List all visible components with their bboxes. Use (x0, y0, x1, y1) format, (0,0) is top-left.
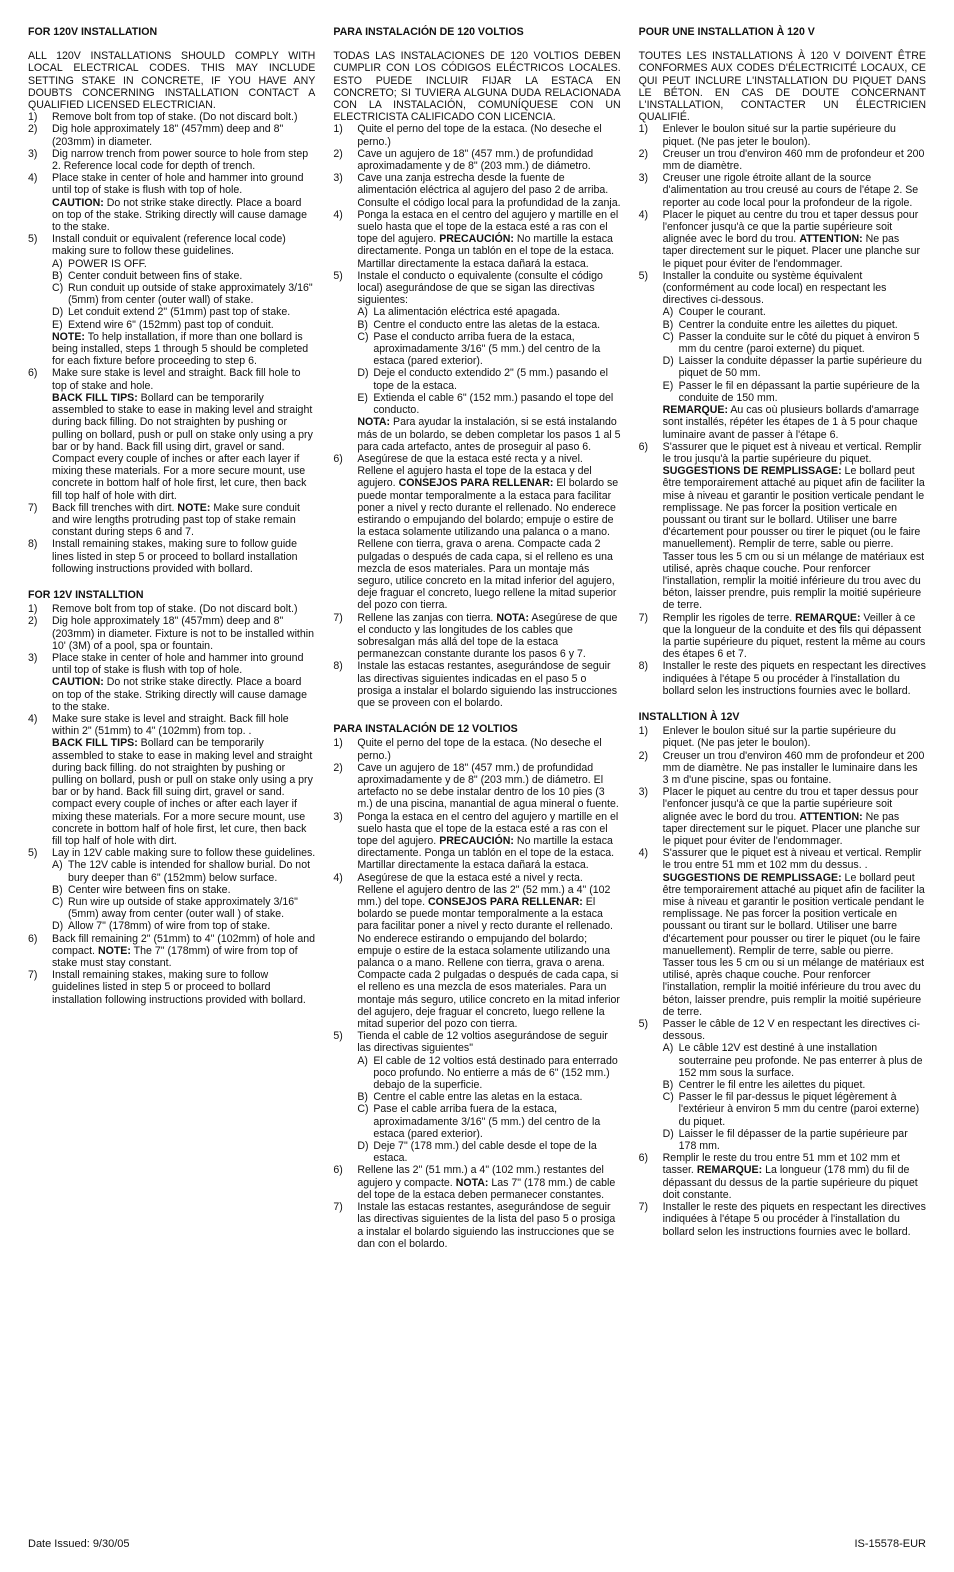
step-number: 8) (333, 660, 343, 673)
steps-120v-list (333, 123, 620, 709)
sub-step-list (52, 859, 315, 932)
steps-120v-step (28, 367, 315, 501)
step-number: 8) (28, 538, 38, 551)
step-number: 5) (638, 269, 649, 282)
step-number: 5) (333, 1030, 343, 1043)
note-text: La longueur (178 mm) du fil de dépassant du dessus de la partie supérieure du piquet doit constante. (662, 1164, 918, 1201)
note-text: No martille la estaca directamente. Ponga un tablón en el tope de la estaca. Martillar directamente la estaca dañará la estaca. (357, 835, 615, 872)
steps-12v-step (639, 786, 926, 847)
note-text: Ne pas taper directement sur le piquet. Placer une planche sur le piquet pour éviter de l'endommager. (662, 233, 920, 270)
steps-120v-step (28, 172, 315, 233)
sub-step-text: Deje el conducto extendido 2" (5 mm.) pasando el tope de la estaca. (373, 367, 608, 392)
note-label: PRECAUCIÓN: (439, 835, 514, 847)
note-label: NOTE: (97, 944, 131, 957)
step-number: 5) (28, 233, 38, 246)
step-text: Quite el perno del tope de la estaca. (No deseche el perno.) (357, 737, 602, 762)
steps-120v-list (28, 111, 315, 575)
sub-step-text: Centrer la conduite entre les ailettes du piquet. (678, 318, 898, 331)
note-label: ATTENTION: (799, 810, 863, 823)
sub-step-list (357, 1055, 620, 1165)
note-label: SUGGESTIONS DE REMPLISSAGE: (662, 465, 842, 478)
note-label: BACK FILL TIPS: (52, 737, 138, 750)
note-label: REMARQUE: (696, 1164, 763, 1177)
step-number: 7) (638, 611, 649, 624)
sub-step (663, 1091, 926, 1128)
sub-step (663, 1079, 926, 1091)
sub-step-text: The 12V cable is intended for shallow burial. Do not bury deeper than 6" (152mm) below surface. (68, 859, 311, 884)
step-note (52, 197, 315, 234)
note-text: Le bollard peut être temporairement attaché au piquet afin de faciliter la mise à niveau et garantir le position verticale pendant le remplissage. Ne pas forcer la position verticale en poussant ou tirant sur le bollard. Utiliser une barre d'écartement pour pousser ou tirer le piquet (ou le faire manuellement). Remplir de terre, sable ou pierre. Tasser tous les 5 cm ou si un mélange de matériaux est utilisé, après chaque couche. Pour renforcer l'installation, remplir la moitié inférieure du trou avec du béton, laisser prendre, puis remplir la moitié supérieure de terre. (662, 871, 925, 1018)
step-number: 4) (638, 847, 649, 860)
sub-step-text: Centrer le fil entre les ailettes du piquet. (678, 1079, 866, 1092)
section-title-120v: FOR 120V INSTALLATION (28, 26, 158, 38)
step-text: Ponga la estaca en el centro del agujero y martille en el suelo hasta que el tope de la estaca esté a ras con el tope del agujero. (357, 810, 619, 847)
intro-paragraph: TOUTES LES INSTALLATIONS À 120 V DOIVENT ÊTRE CONFORMES AUX CODES D'ÉLECTRICITÉ LOCAUX, CE QUI PEUT INCLURE L'INSTALLATION DU PIQUET DANS LE BÉTON. EN CAS DE DOUTE CONCERNANT L'INSTALLATION, CONTACTER UN ÉLECTRICIEN QUALIFIÉ. (638, 50, 926, 124)
steps-120v-step (639, 209, 926, 270)
sub-step-letter: A) (357, 1054, 368, 1067)
sub-step-letter: A) (357, 306, 368, 319)
steps-12v-step (639, 750, 926, 787)
step-text: Cave un agujero de 18" (457 mm.) de profundidad aproximadamente y de 8" (203 mm.) de diámetro. El artefacto no se debe instalar dentro de los 10 pies (3 m.) de una piscina, manantial de agua mineral o fuente. (357, 761, 619, 811)
step-number: 4) (28, 172, 38, 185)
step-note (52, 676, 315, 713)
step-text: Cave una zanja estrecha desde la fuente de alimentación eléctrica al agujero del paso 2 de arriba. Consulte el código local para la profundidad de la zanja. (357, 172, 621, 209)
step-number: 6) (638, 440, 649, 453)
sub-step-letter: B) (52, 269, 63, 282)
section-title-120v: POUR UNE INSTALLATION À 120 V (638, 26, 815, 38)
step-number: 6) (333, 452, 343, 465)
note-label: SUGGESTIONS DE REMPLISSAGE: (662, 871, 842, 884)
step-text: Back fill remaining 2" (51mm) to 4" (102mm) of hole and compact. (52, 932, 316, 957)
steps-12v-step (28, 933, 315, 970)
step-number: 5) (638, 1018, 649, 1031)
steps-12v-step (333, 1201, 620, 1250)
steps-12v-step (639, 1152, 926, 1201)
step-text: Remove bolt from top of stake. (Do not discard bolt.) (52, 603, 298, 616)
sub-step (357, 331, 620, 368)
sub-step-list (663, 306, 926, 404)
step-number: 1) (333, 737, 343, 750)
step-text: Dig narrow trench from power source to hole from step 2. Reference local code for depth of trench. (52, 147, 309, 173)
sub-step-letter: A) (662, 1042, 674, 1055)
sub-step-letter: A) (52, 257, 63, 270)
sub-step-text: Pase el cable arriba fuera de la estaca, aproximadamente 3/16" (5 mm.) del centro de la estaca (pared exterior). (373, 1103, 601, 1140)
steps-120v-step (28, 123, 315, 147)
sub-step (357, 1055, 620, 1092)
step-number: 8) (638, 660, 649, 673)
steps-12v-step (333, 872, 620, 1031)
note-text: Au cas où plusieurs bollards d'amarrage sont installés, répéter les étapes de 1 à 5 pour chaque luminaire avant de passer à l'étape 6. (662, 404, 920, 441)
step-text: Cave un agujero de 18" (457 mm.) de profundidad aproximadamente y de 8" (203 mm.) de diámetro. (357, 147, 594, 173)
sub-step-text: Centre el cable entre las aletas en la estaca. (373, 1091, 583, 1104)
sub-step-text: Let conduit extend 2" (51mm) past top of stake. (68, 306, 291, 319)
step-number: 1) (333, 123, 343, 136)
sub-step-text: Centre el conducto entre las aletas de la estaca. (373, 318, 601, 331)
steps-12v-step (28, 847, 315, 932)
steps-120v-step (28, 538, 315, 575)
note-label: CAUTION: (52, 676, 104, 689)
sub-step (357, 319, 620, 331)
sub-step-text: Run wire up outside of stake approximately 3/16" (5mm) away from center (outer wall ) of stake. (68, 896, 298, 921)
step-text: S'assurer que le piquet est à niveau et vertical. Remplir le trou jusqu'à la partie supérieure du piquet. (662, 440, 922, 465)
note-label: NOTE: (177, 501, 211, 514)
steps-120v-step (333, 612, 620, 661)
step-number: 2) (638, 147, 649, 160)
steps-120v-step (333, 172, 620, 209)
step-number: 5) (28, 847, 38, 860)
sub-step (357, 367, 620, 391)
sub-step (52, 859, 315, 883)
step-number: 2) (28, 123, 38, 136)
step-text: Creuser une rigole étroite allant de la source d'alimentation au trou creusé au cours de l'étape 2. Se reporter au code local pour la profondeur de la rigole. (662, 172, 919, 209)
step-number: 7) (333, 611, 343, 624)
step-number: 6) (333, 1164, 343, 1177)
step-number: 4) (333, 871, 343, 884)
sub-step-text: Passer la conduite sur le côté du piquet à environ 5 mm du centre (paroi externe) du piquet. (678, 330, 920, 356)
sub-step-letter: D) (662, 355, 674, 368)
steps-120v-step (28, 111, 315, 123)
column-english (28, 26, 315, 1526)
step-note (52, 331, 315, 368)
step-text: Quite el perno del tope de la estaca. (No deseche el perno.) (357, 123, 602, 148)
step-text: Creuser un trou d'environ 460 mm de profondeur et 200 mm de diamètre. Ne pas installer le luminaire dans les 3 m d'une piscine, spas ou fontaine. (662, 749, 925, 786)
note-text: The 7" (178mm) of wire from top of stake must stay constant. (52, 944, 298, 970)
sub-step (357, 392, 620, 416)
step-number: 6) (638, 1152, 649, 1165)
step-text: Install conduit or equivalent (reference local code) making sure to follow these guidelines. (52, 233, 286, 258)
step-number: 5) (333, 269, 343, 282)
note-text: Veiller à ce que la longueur de la conduite et des fils qui dépassent la partie supérieure du piquet, restent la même au cours des étapes 6 et 7. (662, 611, 926, 661)
step-text: Rellene las zanjas con tierra. (357, 611, 494, 624)
steps-12v-step (28, 603, 315, 615)
step-text: Instale las estacas restantes, asegurándose de seguir las directivas siguientes de la lista del paso 5 o prosiga a instalar el bolardo siguiendo las instrucciones que se dan con el bolardo. (357, 1201, 616, 1250)
steps-12v-step (639, 1201, 926, 1238)
step-text: Asegúrese de que la estaca esté a nivel y recta. Rellene el agujero dentro de las 2" (52 mm.) a 4" (102 mm.) del tope. (357, 871, 611, 909)
step-text: Enlever le boulon situé sur la partie supérieure du piquet. (Ne pas jeter le boulon). (662, 123, 896, 148)
note-label: CAUTION: (52, 196, 104, 209)
sub-step (663, 1128, 926, 1152)
step-text: S'assurer que le piquet est à niveau et vertical. Remplir le trou entre 51 mm et 102 mm du dessus. . (662, 847, 922, 872)
sub-step-text: Allow 7" (178mm) of wire from top of stake. (68, 920, 271, 933)
note-label: BACK FILL TIPS: (52, 391, 138, 404)
step-text: Placer le piquet au centre du trou et taper dessus pour l'enfoncer jusqu'à ce que la partie supérieure soit alignée avec le bord du trou. (662, 208, 919, 246)
sub-step-text: Passer le fil en dépassant la partie supérieure de la conduite de 150 mm. (678, 379, 920, 404)
step-number: 3) (333, 810, 343, 823)
sub-step-letter: E) (52, 318, 63, 331)
note-text: Bollard can be temporarily assembled to stake to ease in making level and straight during back filling. Do not straighten by pushing or pulling on bollard, push or pull on stake only using a pry bar or by hand. Back fill using dirt, gravel or sand. Compact every couple of inches or after each layer if mixing these materials. For a more secure mount, use concrete in bottom half of hole first, let cure, then back fill top half of hole with dirt. (52, 391, 313, 502)
steps-12v-step (639, 1018, 926, 1152)
instruction-page (28, 26, 926, 1526)
step-number: 3) (333, 172, 343, 185)
note-label: REMARQUE: (662, 404, 728, 417)
step-number: 3) (28, 651, 38, 664)
sub-step-letter: D) (357, 1140, 369, 1153)
column-spanish (333, 26, 620, 1526)
steps-120v-step (639, 612, 926, 661)
step-text: Asegúrese de que la estaca esté recta y a nivel. Rellene el agujero hasta el tope de la estaca y del agujero. (357, 452, 592, 490)
step-text: Lay in 12V cable making sure to follow these guidelines. (52, 847, 316, 860)
note-text: Le bollard peut être temporairement attaché au piquet afin de faciliter la mise à niveau et garantir le position verticale pendant le remplissage. Ne pas forcer la position verticale en poussant ou tirant sur le bollard. Utiliser une barre d'écartement pour pousser ou tirer le piquet (ou le faire manuellement). Remplir de terre, sable ou pierre. Tasser tous les 5 cm ou si un mélange de matériaux est utilisé, après chaque couche. Pour renforcer l'installation, remplir la moitié inférieure du trou avec du béton, laisser prendre, puis remplir la moitié supérieure de terre. (662, 465, 925, 612)
step-note (52, 392, 315, 502)
sub-step (663, 319, 926, 331)
sub-step-text: Run conduit up outside of stake approximately 3/16" (5mm) from center (outer wall) of stake. (68, 282, 313, 307)
step-text: Make sure stake is level and straight. Back fill hole to top of stake and hole. (52, 367, 301, 392)
step-text: Install remaining stakes, making sure to follow guide lines listed in step 5 or proceed to bollard installation following instructions provided with bollard. (52, 538, 298, 575)
step-text: Installer la conduite ou système équivalent (conformément au code local) en respectant les directives ci-dessous. (662, 269, 887, 307)
sub-step-text: POWER IS OFF. (68, 257, 147, 270)
section-title-12v: PARA INSTALACIÓN DE 12 VOLTIOS (333, 723, 518, 736)
steps-12v-step (333, 737, 620, 761)
section-title-12v: FOR 12V INSTALLTION (28, 588, 144, 601)
sub-step-letter: C) (52, 896, 64, 909)
sub-step (52, 884, 315, 896)
sub-step-letter: C) (662, 330, 674, 343)
sub-step (357, 1140, 620, 1164)
note-text: Do not strike stake directly. Place a board on top of the stake. Striking directly will cause damage to the stake. (52, 676, 307, 713)
section-title-120v: PARA INSTALACIÓN DE 120 VOLTIOS (333, 26, 524, 38)
sub-step-letter: E) (662, 379, 674, 392)
note-text: Asegúrese de que el conducto y las longitudes de los cables que sobresalgan más allá del tope de la estaca permanezcan constante durante los pasos 6 y 7. (357, 611, 618, 661)
sub-step-letter: B) (52, 883, 63, 896)
intro-paragraph: ALL 120V INSTALLATIONS SHOULD COMPLY WITH LOCAL ELECTRICAL CODES. THIS MAY INCLUDE SETTING STAKE IN CONCRETE, IF YOU HAVE ANY DOUBTS CONCERNING INSTALLATION CONTACT A QUALIFIED LICENSED ELECTRICIAN. (28, 50, 316, 112)
step-number: 7) (333, 1201, 343, 1214)
sub-step-letter: C) (357, 330, 369, 343)
note-text: Las 7" (178 mm.) de cable del tope de la estaca deben permanecer constantes. (357, 1176, 616, 1201)
step-text: Ponga la estaca en el centro del agujero y martille en el suelo hasta que el tope de la estaca esté a ras con el tope del agujero. (357, 208, 619, 246)
sub-step-letter: D) (662, 1127, 674, 1140)
step-number: 1) (638, 725, 649, 738)
sub-step (663, 306, 926, 318)
step-text: Creuser un trou d'environ 460 mm de profondeur et 200 mm de diamètre. (662, 147, 925, 173)
sub-step-text: La alimentación eléctrica esté apagada. (373, 306, 561, 319)
step-number: 1) (28, 603, 38, 616)
step-number: 1) (28, 111, 38, 124)
note-text: Make sure conduit and wire lengths protruding past top of stake remain constant during steps 6 and 7. (52, 501, 300, 539)
sub-step-letter: D) (357, 367, 369, 380)
sub-step-text: Center conduit between fins of stake. (68, 269, 243, 282)
step-text: Make sure stake is level and straight. Back fill hole within 2" (51mm) to 4" (102mm) from top. . (52, 712, 289, 738)
steps-12v-step (639, 725, 926, 749)
steps-12v-list (333, 737, 620, 1250)
step-number: 4) (333, 208, 343, 221)
step-text: Remove bolt from top of stake. (Do not discard bolt.) (52, 111, 298, 124)
step-text: Passer le câble de 12 V en respectant les directives ci-dessous. (662, 1018, 920, 1043)
sub-step (357, 1091, 620, 1103)
sub-step-letter: E) (357, 391, 368, 404)
note-text: Do not strike stake directly. Place a board on top of the stake. Striking directly will cause damage to the stake. (52, 196, 307, 234)
step-note (663, 872, 926, 1018)
step-number: 4) (638, 208, 649, 221)
step-number: 3) (28, 147, 38, 160)
steps-120v-step (333, 270, 620, 453)
step-text: Enlever le boulon situé sur la partie supérieure du piquet. (Ne pas jeter le boulon). (662, 725, 896, 750)
step-number: 3) (638, 786, 649, 799)
note-text: Para ayudar la instalación, si se está instalando más de un bolardo, se deben completar los pasos 1 al 5 para cada artefacto, antes de proseguir al paso 6. (357, 416, 621, 453)
note-label: REMARQUE: (795, 611, 861, 624)
step-text: Remplir les rigoles de terre. (662, 611, 793, 624)
step-text: Rellene las 2" (51 mm.) a 4" (102 mm.) restantes del agujero y compacte. (357, 1164, 604, 1189)
step-number: 6) (28, 367, 38, 380)
step-text: Tienda el cable de 12 voltios asegurándose de seguir las directivas siguientes" (357, 1030, 608, 1055)
sub-step-text: El cable de 12 voltios está destinado para enterrado poco profundo. No entierre a más de 6" (152 mm.) debajo de la superficie. (373, 1054, 618, 1092)
step-text: Placer le piquet au centre du trou et taper dessus pour l'enfoncer jusqu'à ce que la partie supérieure soit alignée avec le bord du trou. (662, 786, 919, 823)
steps-12v-step (639, 847, 926, 1018)
note-text: El bolardo se puede montar temporalmente a la estaca para facilitar poner a nivel y recto durante el rellenado. No enderece estirando o empujando del bolardo; empuje o estire de la estaca solamente utilizando una palanca o a mano. Rellene con tierra, grava o arena. Compacte cada 2 pulgadas o después de cada capa, si el relleno es una mezcla de esos materiales. Para un montaje más seguro, utilice concreto en la mitad inferior del agujero, deje fraguar el concreto, luego rellene la mitad superior del pozo con tierra. (357, 477, 619, 612)
steps-12v-step (333, 1030, 620, 1164)
sub-step (663, 1042, 926, 1079)
step-number: 7) (28, 501, 38, 514)
note-text: Ne pas taper directement sur le piquet. Placer une planche sur le piquet pour éviter de l'endommager. (662, 810, 920, 847)
steps-12v-step (28, 713, 315, 847)
sub-step-letter: B) (357, 318, 368, 331)
note-label: CONSEJOS PARA RELLENAR: (428, 896, 583, 909)
steps-12v-step (333, 1164, 620, 1201)
step-text: Place stake in center of hole and hammer into ground until top of stake is flush with top of hole. (52, 172, 304, 197)
steps-120v-step (333, 660, 620, 709)
sub-step-text: Couper le courant. (678, 306, 766, 319)
step-text: Dig hole approximately 18" (457mm) deep and 8" (203mm) in diameter. (52, 123, 284, 148)
sub-step-text: Deje 7" (178 mm.) del cable desde el tope de la estaca. (373, 1140, 597, 1165)
document-id: IS-15578-EUR (854, 1538, 926, 1550)
note-label: CONSEJOS PARA RELLENAR: (398, 477, 554, 490)
sub-step-letter: A) (52, 859, 63, 872)
steps-120v-step (28, 502, 315, 539)
steps-12v-step (28, 969, 315, 1006)
step-text: Install remaining stakes, making sure to follow guidelines listed in step 5 or proceed to bollard installation following instructions provided with bollard. (52, 969, 306, 1006)
steps-120v-step (333, 453, 620, 612)
steps-120v-step (639, 441, 926, 612)
steps-120v-list (639, 123, 926, 697)
intro-paragraph: TODAS LAS INSTALACIONES DE 120 VOLTIOS DEBEN CUMPLIR CON LOS CÓDIGOS ELÉCTRICOS LOCALES. ESTO PUEDE INCLUIR FIJAR LA ESTACA EN CONCRETO; SI TUVIERA ALGUNA DUDA RELACIONADA CON LA INSTALACIÓN, COMUNÍQUESE CON UN ELECTRICISTA CALIFICADO CON LICENCIA. (333, 50, 621, 124)
note-text: No martille la estaca directamente. Ponga un tablón en el tope de la estaca. Martillar directamente la estaca dañará la estaca. (357, 233, 615, 270)
sub-step-text: Extend wire 6" (152mm) past top of conduit. (68, 318, 274, 331)
steps-120v-step (333, 209, 620, 270)
note-label: NOTA: (357, 416, 391, 429)
sub-step-text: Passer le fil par-dessus le piquet légèrement à l'extérieur à environ 5 mm du centre (paroi externe) du piquet. (678, 1091, 920, 1128)
step-note (663, 465, 926, 611)
sub-step (52, 306, 315, 318)
note-label: NOTA: (455, 1176, 489, 1189)
note-label: ATTENTION: (799, 233, 863, 246)
note-label: NOTA: (496, 611, 530, 624)
sub-step (663, 331, 926, 355)
steps-120v-step (639, 660, 926, 697)
sub-step-letter: B) (662, 1079, 674, 1092)
step-text: Instale las estacas restantes, asegurándose de seguir las directivas siguientes indicadas en el paso 5 o prosiga a instalar el bolardo siguiendo las instrucciones que se proveen con el bolardo. (357, 660, 618, 709)
steps-120v-step (639, 123, 926, 147)
step-number: 7) (28, 969, 38, 982)
steps-120v-step (28, 148, 315, 172)
step-text: Remplir le reste du trou entre 51 mm et 102 mm et tasser. (662, 1152, 900, 1177)
step-number: 2) (638, 749, 649, 762)
sub-step-text: Extienda el cable 6" (152 mm.) pasando el tope del conducto. (373, 391, 614, 417)
note-text: To help installation, if more than one bollard is being installed, steps 1 through 5 should be completed for each fixture before proceeding to step 6. (52, 330, 309, 368)
steps-12v-step (28, 615, 315, 652)
sub-step (663, 380, 926, 404)
steps-120v-step (639, 148, 926, 172)
steps-12v-step (333, 811, 620, 872)
step-text: Back fill trenches with dirt. (52, 501, 175, 514)
step-number: 2) (28, 615, 38, 628)
note-text: Bollard can be temporarily assembled to stake to ease in making level and straight during back filling. do not straighten by pushing or pulling on bollard, push or pull on stake only using a pry bar or by hand. Back fill suing dirt, gravel or sand. compact every couple of inches or after each layer if mixing these materials. For a more secure mount, use concrete in bottom half of hole first, let cure, then back fill top half of hole with dirt. (52, 737, 313, 847)
step-number: 7) (638, 1201, 649, 1214)
sub-step (52, 319, 315, 331)
sub-step (357, 1103, 620, 1140)
section-title-12v: INSTALLTION À 12V (638, 710, 740, 723)
note-label: PRECAUCIÓN: (439, 233, 514, 246)
sub-step-text: Pase el conducto arriba fuera de la estaca, aproximadamente 3/16" (5 mm.) del centro de la estaca (pared exterior). (373, 330, 601, 368)
sub-step-letter: D) (52, 920, 64, 933)
sub-step-text: Laisser la conduite dépasser la partie supérieure du piquet de 50 mm. (678, 355, 922, 380)
sub-step-text: Le câble 12V est destiné à une installation souterraine peu profonde. Ne pas enterrer à plus de 152 mm sous la surface. (678, 1042, 923, 1079)
sub-step (663, 355, 926, 379)
date-issued: Date Issued: 9/30/05 (28, 1538, 130, 1550)
step-number: 2) (333, 147, 343, 160)
step-number: 4) (28, 712, 38, 725)
sub-step-list (357, 306, 620, 416)
step-note (52, 737, 315, 847)
steps-12v-step (28, 652, 315, 713)
step-note (357, 416, 620, 453)
sub-step (357, 306, 620, 318)
steps-120v-step (333, 123, 620, 147)
sub-step-letter: A) (662, 306, 674, 319)
steps-120v-step (333, 148, 620, 172)
steps-120v-step (639, 172, 926, 209)
sub-step (52, 896, 315, 920)
note-text: El bolardo se puede montar temporalmente a la estaca para facilitar poner a nivel y recto durante el rellenado. No enderece estirando o empujando del bolardo; empuje o estire de la estaca solamente utilizando una palanca o a mano. Rellene con tierra, grava o arena. Compacte cada 2 pulgadas o después de cada capa, si el relleno es una mezcla de esos materiales. Para un montaje más seguro, utilice concreto en la mitad inferior del agujero, deje fraguar el concreto, luego rellene la mitad superior del pozo con tierra. (357, 896, 620, 1031)
step-text: Instale el conducto o equivalente (consulte el código local) asegurándose de que se sigan las directivas siguientes: (357, 269, 603, 307)
step-text: Place stake in center of hole and hammer into ground until top of stake is flush with top of hole. (52, 651, 304, 677)
steps-120v-step (639, 270, 926, 441)
steps-12v-step (333, 762, 620, 811)
sub-step-letter: B) (662, 318, 674, 331)
sub-step (52, 270, 315, 282)
steps-120v-step (28, 233, 315, 367)
step-number: 2) (333, 761, 343, 774)
sub-step-text: Center wire between fins on stake. (68, 883, 231, 896)
step-text: Installer le reste des piquets en respectant les directives indiquées à l'étape 5 ou procéder à l'installation du bollard selon les instructions fournies avec le bollard. (662, 1201, 926, 1238)
sub-step (52, 282, 315, 306)
sub-step (52, 920, 315, 932)
step-note (663, 404, 926, 441)
sub-step-letter: D) (52, 306, 64, 319)
sub-step-list (52, 258, 315, 331)
sub-step-letter: C) (662, 1091, 674, 1104)
column-french (639, 26, 926, 1526)
steps-12v-list (28, 603, 315, 1006)
sub-step-list (663, 1042, 926, 1152)
step-number: 3) (638, 172, 649, 185)
sub-step-text: Laisser le fil dépasser de la partie supérieure par 178 mm. (678, 1127, 908, 1153)
note-label: NOTE: (52, 330, 85, 343)
sub-step (52, 258, 315, 270)
step-number: 6) (28, 932, 38, 945)
sub-step-letter: C) (357, 1103, 369, 1116)
steps-12v-list (639, 725, 926, 1238)
step-text: Installer le reste des piquets en respectant les directives indiquées à l'étape 5 ou procéder à l'installation du bollard selon les instructions fournies avec le bollard. (662, 660, 926, 697)
sub-step-letter: B) (357, 1091, 368, 1104)
step-text: Dig hole approximately 18" (457mm) deep and 8" (203mm) in diameter. Fixture is not to be installed within 10' (3M) of a pool, spa or fountain. (52, 615, 315, 652)
step-number: 1) (638, 123, 649, 136)
sub-step-letter: C) (52, 282, 64, 295)
